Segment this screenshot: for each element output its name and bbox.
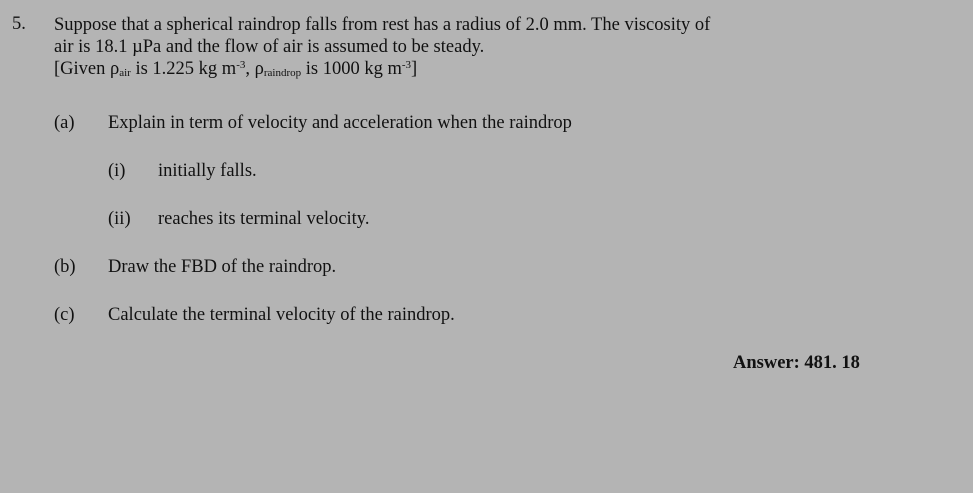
part-b-text: Draw the FBD of the raindrop. [108, 257, 337, 277]
part-a-label: (a) [54, 113, 75, 133]
part-a-i-label: (i) [108, 161, 126, 181]
part-a-ii-label: (ii) [108, 209, 131, 229]
part-c-label: (c) [54, 305, 75, 325]
given-rho-raindrop-value: is 1000 kg m [301, 59, 402, 79]
unit-exponent-1: -3 [236, 59, 246, 71]
stem-line-1: Suppose that a spherical raindrop falls from rest has a radius of 2.0 mm. The viscosity of [54, 15, 711, 35]
given-separator: , ρ [245, 59, 264, 79]
question-stem [54, 14, 710, 80]
part-a-i-text: initially falls. [158, 161, 257, 181]
part-b-label: (b) [54, 257, 76, 277]
question-number: 5. [12, 14, 26, 34]
given-data-line [54, 58, 710, 80]
given-rho-air-value: is 1.225 kg m [130, 59, 237, 79]
given-suffix: ] [411, 59, 418, 79]
answer-text: Answer: 481. 18 [733, 353, 860, 373]
rho-air-subscript: air [119, 67, 131, 79]
part-a-text: Explain in term of velocity and acceleration when the raindrop [108, 113, 572, 133]
given-prefix: [Given ρ [54, 59, 120, 79]
part-c-text: Calculate the terminal velocity of the raindrop. [108, 305, 455, 325]
stem-line-2: air is 18.1 µPa and the flow of air is assumed to be steady. [54, 37, 485, 57]
rho-raindrop-subscript: raindrop [263, 67, 302, 79]
part-a-ii-text: reaches its terminal velocity. [158, 209, 370, 229]
unit-exponent-2: -3 [401, 59, 412, 71]
